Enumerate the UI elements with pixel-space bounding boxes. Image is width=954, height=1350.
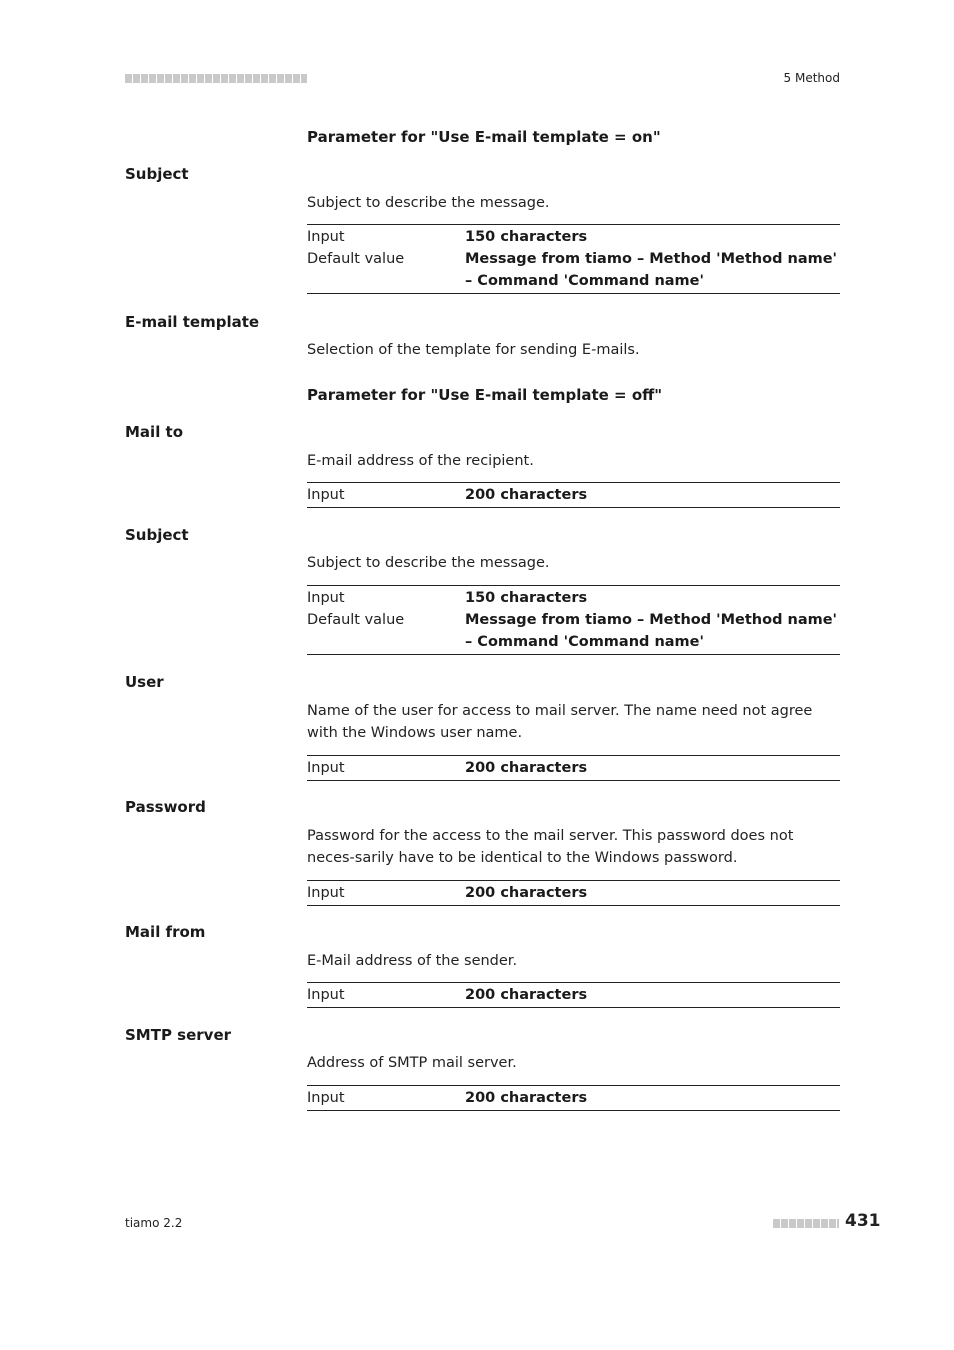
row-value: 150 characters (465, 590, 588, 606)
table-row (307, 609, 840, 653)
param-description: Name of the user for access to mail server. The name need not agree with the Windows user name. (307, 703, 813, 741)
row-value: 200 characters (465, 987, 588, 1003)
param-description: Address of SMTP mail server. (307, 1055, 517, 1071)
param-name: Mail from (125, 923, 206, 941)
row-value: 150 characters (465, 229, 588, 245)
section-heading: Parameter for "Use E-mail template = off" (307, 386, 663, 404)
param-description: Password for the access to the mail server. This password does not neces-sarily have to be identical to the Windows password. (307, 828, 794, 866)
table-row (307, 248, 840, 292)
page-number: 431 (845, 1211, 881, 1231)
param-table (307, 1085, 840, 1111)
row-key: Input (307, 487, 345, 503)
param-description: Subject to describe the message. (307, 195, 550, 211)
param-table (307, 585, 840, 655)
row-value: 200 characters (465, 760, 588, 776)
row-value: Message from tiamo – Method 'Method name' – Command 'Command name' (465, 251, 837, 289)
row-key: Default value (307, 251, 405, 267)
table-row (307, 587, 840, 609)
param-name: Subject (125, 526, 189, 544)
row-key: Input (307, 885, 345, 901)
param-table (307, 224, 840, 294)
footer-product: tiamo 2.2 (125, 1216, 183, 1230)
table-row (307, 484, 840, 506)
row-value: 200 characters (465, 487, 588, 503)
table-row (307, 882, 840, 904)
row-value: 200 characters (465, 1090, 588, 1106)
header-decoration (125, 74, 307, 83)
param-table (307, 482, 840, 508)
param-description: E-Mail address of the sender. (307, 953, 518, 969)
param-name: Password (125, 798, 206, 816)
param-description: E-mail address of the recipient. (307, 453, 534, 469)
table-row (307, 1087, 840, 1109)
row-key: Input (307, 1090, 345, 1106)
param-description: Subject to describe the message. (307, 555, 550, 571)
table-row (307, 226, 840, 248)
header-chapter: 5 Method (783, 71, 840, 85)
param-description: Selection of the template for sending E-mails. (307, 342, 640, 358)
param-name: SMTP server (125, 1026, 232, 1044)
param-name: E-mail template (125, 313, 260, 331)
row-key: Input (307, 987, 345, 1003)
param-table (307, 755, 840, 781)
row-key: Default value (307, 612, 405, 628)
row-value: 200 characters (465, 885, 588, 901)
param-name: Subject (125, 165, 189, 183)
param-name: User (125, 673, 164, 691)
row-key: Input (307, 590, 345, 606)
footer-decoration (773, 1219, 839, 1228)
section-heading: Parameter for "Use E-mail template = on" (307, 128, 661, 146)
param-name: Mail to (125, 423, 184, 441)
row-value: Message from tiamo – Method 'Method name' – Command 'Command name' (465, 612, 837, 650)
row-key: Input (307, 229, 345, 245)
table-row (307, 984, 840, 1006)
table-row (307, 757, 840, 779)
row-key: Input (307, 760, 345, 776)
param-table (307, 982, 840, 1008)
param-table (307, 880, 840, 906)
